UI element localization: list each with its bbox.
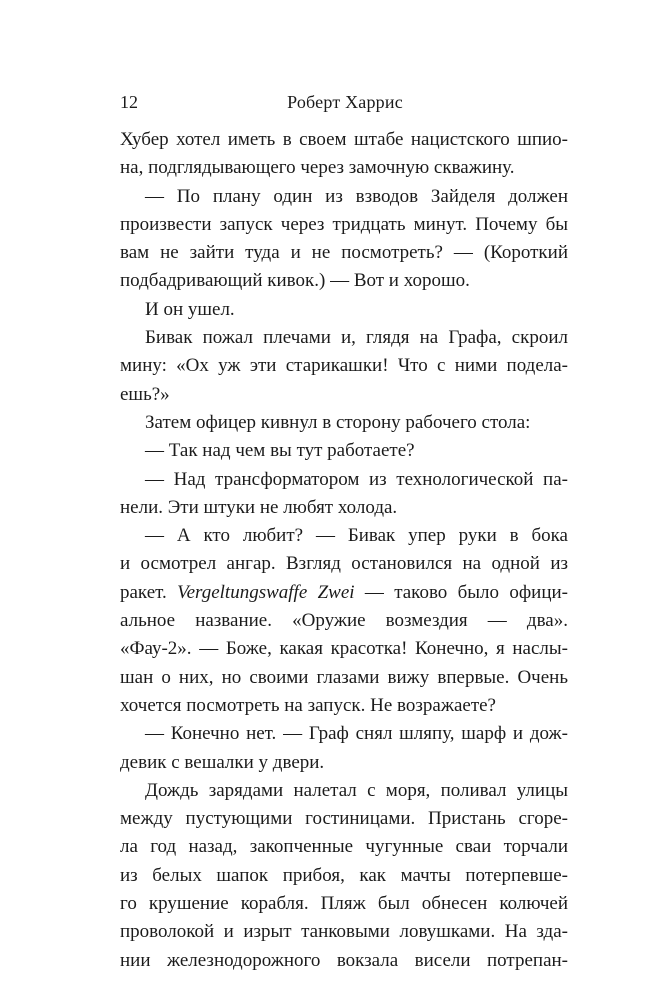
text-line: проволокой и изрыт танковыми ловушками. На зда-	[120, 921, 568, 943]
text-line: из белых шапок прибоя, как мачты потерпевше-	[120, 864, 568, 886]
text-line: подбадривающий кивок.) — Вот и хорошо.	[120, 270, 470, 292]
running-header	[120, 89, 570, 115]
text-line: и осмотрел ангар. Взгляд остановился на одной из	[120, 553, 568, 575]
text-line: ла год назад, закопченные чугунные сваи торчали	[120, 836, 568, 858]
text-line: мину: «Ох уж эти старикашки! Что с ними подела-	[120, 355, 568, 377]
text-line: И он ушел.	[145, 298, 235, 320]
text-line: «Фау-2». — Боже, какая красотка! Конечно, я наслы-	[120, 638, 568, 660]
text-line: — По плану один из взводов Зайделя должен	[145, 185, 568, 207]
text-line: альное название. «Оружие возмездия — два».	[120, 610, 568, 632]
text-fragment: — таково было офици-	[354, 581, 569, 603]
running-header-author: Роберт Харрис	[287, 92, 403, 112]
text-line: нии железнодорожного вокзала висели потрепан-	[120, 949, 568, 971]
text-line: между пустующими гостиницами. Пристань сгоре-	[120, 808, 568, 830]
text-line: нели. Эти штуки не любят холода.	[120, 496, 398, 518]
text-line: хочется посмотреть на запуск. Не возражаете?	[120, 694, 496, 716]
text-line: Дождь зарядами налетал с моря, поливал улицы	[145, 779, 568, 801]
text-line: ешь?»	[120, 383, 170, 405]
text-line: — Так над чем вы тут работаете?	[145, 440, 415, 462]
text-line: Хубер хотел иметь в своем штабе нацистского шпио-	[120, 129, 568, 150]
text-line: — Над трансформатором из технологической па-	[145, 468, 568, 490]
text-line: на, подглядывающего через замочную скважину.	[120, 157, 515, 179]
page-number: 12	[120, 92, 138, 112]
text-line	[120, 579, 568, 607]
text-fragment: ракет.	[120, 581, 178, 603]
text-line: Затем офицер кивнул в сторону рабочего стола:	[145, 411, 531, 433]
text-line: девик с вешалки у двери.	[120, 751, 325, 773]
text-line: вам не зайти туда и не посмотреть? — (Короткий	[120, 242, 568, 264]
text-line: произвести запуск через тридцать минут. Почему бы	[120, 213, 568, 235]
text-line: — Конечно нет. — Граф снял шляпу, шарф и дож-	[145, 723, 568, 745]
text-line: го крушение корабля. Пляж был обнесен колючей	[120, 893, 568, 915]
text-line: — А кто любит? — Бивак упер руки в бока	[145, 525, 568, 547]
body-text	[120, 126, 568, 975]
text-line: Бивак пожал плечами и, глядя на Графа, скроил	[145, 327, 568, 349]
italic-term: Vergeltungswaffe Zwei	[177, 581, 355, 603]
text-line: шан о них, но своими глазами вижу впервые. Очень	[120, 666, 568, 688]
